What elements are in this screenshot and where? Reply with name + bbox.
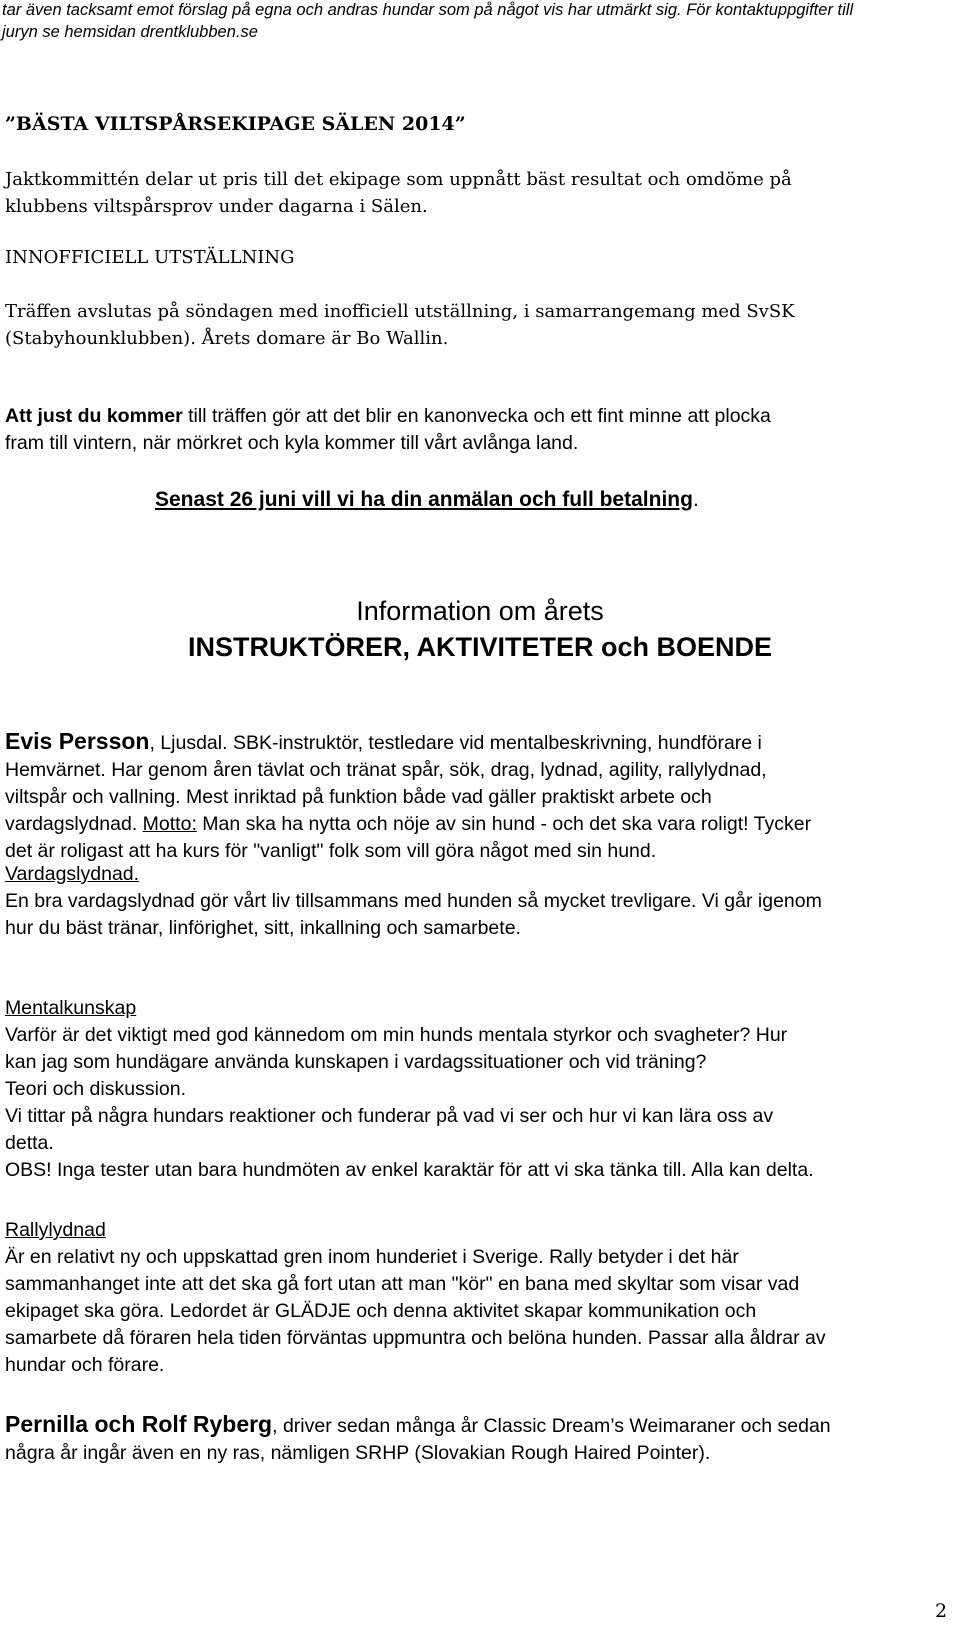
inofficiell-line2: (Stabyhounklubben). Årets domare är Bo Wallin. bbox=[5, 328, 449, 349]
pernilla-name: Pernilla och Rolf Ryberg bbox=[5, 1411, 273, 1437]
info-heading bbox=[0, 593, 960, 665]
att-just-bold: Att just du kommer bbox=[5, 405, 183, 427]
deadline-period: . bbox=[692, 488, 699, 511]
rallylydnad-section bbox=[5, 1217, 955, 1379]
evis-line5: det är roligast att ha kurs för "vanligt" folk som vill göra något med sin hund. bbox=[5, 840, 657, 862]
rallylydnad-title: Rallylydnad bbox=[5, 1219, 106, 1241]
inofficiell-title: INNOFFICIELL UTSTÄLLNING bbox=[5, 247, 295, 268]
att-just-line1-rest: till träffen gör att det blir en kanonvecka och ett fint minne att plocka bbox=[182, 405, 771, 427]
pernilla-line1-rest: , driver sedan många år Classic Dream’s Weimaraner och sedan bbox=[272, 1415, 831, 1437]
evis-line4-b: Man ska ha nytta och nöje av sin hund - och det ska vara roligt! Tycker bbox=[196, 813, 812, 835]
top-note bbox=[2, 0, 954, 43]
evis-line4 bbox=[5, 811, 955, 838]
top-note-line2: juryn se hemsidan drentklubben.se bbox=[2, 23, 258, 41]
vardagslydnad-title: Vardagslydnad. bbox=[5, 863, 140, 885]
top-note-line1: tar även tacksamt emot förslag på egna och andras hundar som på något vis har utmärkt sig. För kontaktuppgifter till bbox=[2, 1, 854, 19]
mentalkunskap-line3: Teori och diskussion. bbox=[5, 1078, 187, 1100]
pernilla-paragraph bbox=[5, 1411, 955, 1467]
evis-place: , Ljusdal. bbox=[149, 732, 228, 754]
rallylydnad-line2: sammanhanget inte att det ska gå fort utan att man "kör" en bana med skyltar som visar vad bbox=[5, 1273, 800, 1295]
evis-line3: viltspår och vallning. Mest inriktad på funktion både vad gäller praktiskt arbete och bbox=[5, 786, 712, 808]
page-number: 2 bbox=[935, 1600, 948, 1622]
att-just-line2: fram till vintern, när mörkret och kyla kommer till vårt avlånga land. bbox=[5, 432, 579, 454]
mentalkunskap-line2: kan jag som hundägare använda kunskapen i vardagssituationer och vid träning? bbox=[5, 1051, 707, 1073]
evis-paragraph bbox=[5, 728, 955, 865]
rallylydnad-line3: ekipaget ska göra. Ledordet är GLÄDJE och denna aktivitet skapar kommunikation och bbox=[5, 1300, 757, 1322]
inofficiell-line1: Träffen avslutas på söndagen med inofficiell utställning, i samarrangemang med SvSK bbox=[5, 301, 795, 322]
att-just-line1 bbox=[5, 403, 955, 430]
rallylydnad-line4: samarbete då föraren hela tiden förväntas uppmuntra och belöna hunden. Passar alla åldrar av bbox=[5, 1327, 826, 1349]
mentalkunskap-line1: Varför är det viktigt med god kännedom om min hunds mentala styrkor och svagheter? Hur bbox=[5, 1024, 788, 1046]
evis-line4-a: vardagslydnad. bbox=[5, 813, 143, 835]
evis-line1-rest: SBK-instruktör, testledare vid mentalbeskrivning, hundförare i bbox=[227, 732, 762, 754]
info-heading-line1: Information om årets bbox=[356, 596, 604, 626]
mentalkunskap-title: Mentalkunskap bbox=[5, 997, 137, 1019]
deadline-line bbox=[155, 486, 699, 513]
rallylydnad-line5: hundar och förare. bbox=[5, 1354, 165, 1376]
basta-line2: klubbens viltspårsprov under dagarna i Sälen. bbox=[5, 196, 428, 217]
mentalkunskap-section bbox=[5, 995, 955, 1184]
mentalkunskap-line4: Vi tittar på några hundars reaktioner och funderar på vad vi ser och hur vi kan lära oss av bbox=[5, 1105, 774, 1127]
info-heading-line2: INSTRUKTÖRER, AKTIVITETER och BOENDE bbox=[187, 632, 773, 662]
evis-line1 bbox=[5, 728, 955, 757]
deadline-text: Senast 26 juni vill vi ha din anmälan och full betalning bbox=[155, 488, 693, 511]
basta-line1: Jaktkommittén delar ut pris till det ekipage som uppnått bäst resultat och omdöme på bbox=[5, 169, 792, 190]
vardagslydnad-line1: En bra vardagslydnad gör vårt liv tillsammans med hunden så mycket trevligare. Vi går igenom bbox=[5, 890, 822, 912]
pernilla-line1 bbox=[5, 1411, 955, 1440]
evis-motto-label: Motto: bbox=[142, 813, 197, 835]
evis-line2: Hemvärnet. Har genom åren tävlat och tränat spår, sök, drag, lydnad, agility, rallylydnad, bbox=[5, 759, 767, 781]
mentalkunskap-line6: OBS! Inga tester utan bara hundmöten av enkel karaktär för att vi ska tänka till. Alla kan delta. bbox=[5, 1159, 814, 1181]
evis-name: Evis Persson bbox=[5, 728, 150, 754]
att-just-paragraph bbox=[5, 403, 955, 457]
mentalkunskap-line5: detta. bbox=[5, 1132, 54, 1154]
rallylydnad-line1: Är en relativt ny och uppskattad gren inom hunderiet i Sverige. Rally betyder i det här bbox=[5, 1246, 739, 1268]
vardagslydnad-section bbox=[5, 861, 955, 942]
inofficiell-paragraph bbox=[5, 298, 955, 352]
vardagslydnad-line2: hur du bäst tränar, linförighet, sitt, inkallning och samarbete. bbox=[5, 917, 521, 939]
basta-title: ”BÄSTA VILTSPÅRSEKIPAGE SÄLEN 2014” bbox=[5, 113, 466, 135]
pernilla-line2: några år ingår även en ny ras, nämligen SRHP (Slovakian Rough Haired Pointer). bbox=[5, 1442, 711, 1464]
basta-paragraph bbox=[5, 166, 955, 220]
